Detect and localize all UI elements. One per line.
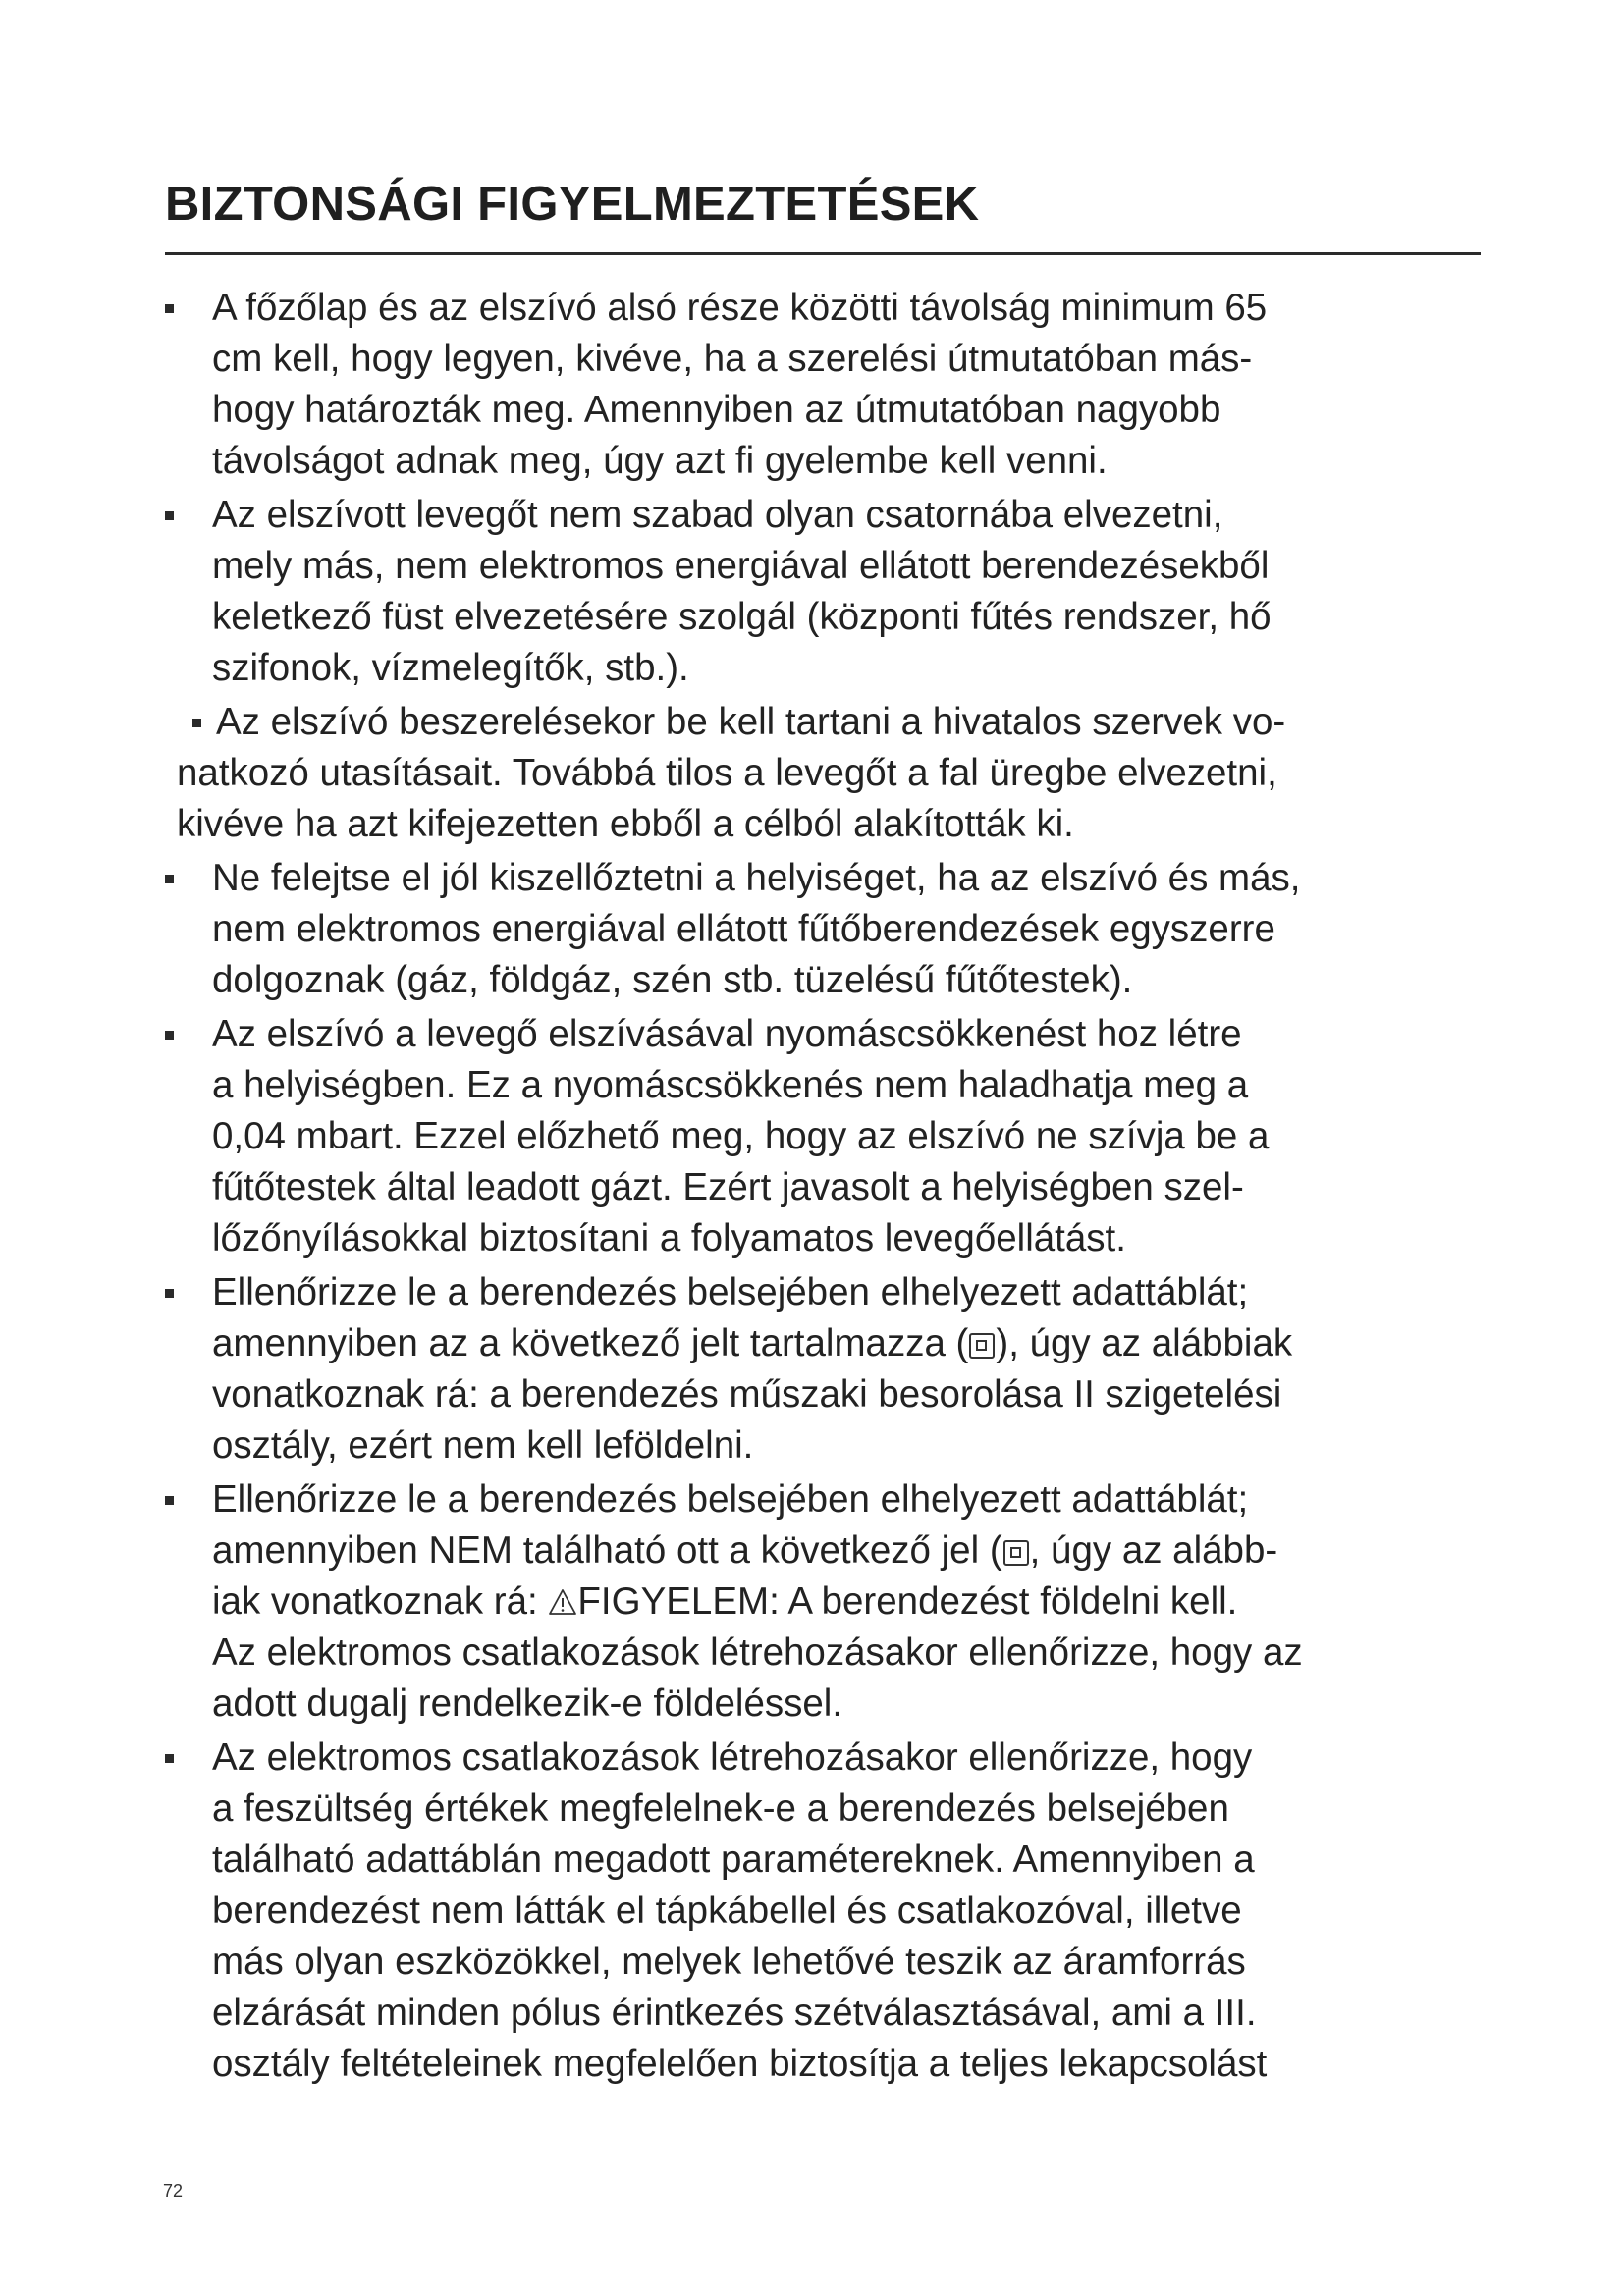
text-line: Az elszívott levegőt nem szabad olyan csatornába elvezetni, [212, 494, 1223, 536]
text-line: vonatkoznak rá: a berendezés műszaki besorolása II szigetelési [212, 1373, 1282, 1415]
page-number: 72 [163, 2181, 184, 2201]
text-line: keletkező füst elvezetésére szolgál (központi fűtés rendszer, hő [212, 596, 1272, 638]
bullet-icon [165, 1031, 174, 1040]
text-segment: , úgy az alább- [1029, 1529, 1278, 1572]
text-line: Az elektromos csatlakozások létrehozásakor ellenőrizze, hogy [212, 1736, 1253, 1779]
bullet-icon [165, 304, 174, 313]
text-line: Ne felejtse el jól kiszellőztetni a helyiséget, ha az elszívó és más, [212, 857, 1301, 899]
safety-warnings-list [165, 283, 1486, 2093]
text-segment: amennyiben NEM található ott a következő jel ( [212, 1529, 1002, 1572]
warning-triangle-icon [548, 1587, 577, 1617]
double-square-icon [1003, 1540, 1029, 1566]
text-line: a feszültség értékek megfelelnek-e a berendezés belsejében [212, 1788, 1229, 1830]
text-line: távolságot adnak meg, úgy azt fi gyelembe kell venni. [212, 440, 1108, 482]
text-line: a helyiségben. Ez a nyomáscsökkenés nem haladhatja meg a [212, 1064, 1249, 1106]
bullet-icon [165, 511, 174, 520]
text-line: A főzőlap és az elszívó alsó része közötti távolság minimum 65 [212, 287, 1268, 329]
warning-item-grounding [165, 1474, 1486, 1730]
text-line: elzárását minden pólus érintkezés szétválasztásával, ami a III. [212, 1992, 1257, 2034]
warning-item-pressure [165, 1009, 1486, 1264]
text-line: berendezést nem látták el tápkábellel és csatlakozóval, illetve [212, 1890, 1242, 1932]
text-line: osztály feltételeinek megfelelően biztosítja a teljes lekapcsolást [212, 2043, 1268, 2085]
bullet-icon [165, 1754, 174, 1763]
bullet-icon [165, 1496, 174, 1505]
bullet-icon [192, 719, 201, 727]
text-line: Az elszívó a levegő elszívásával nyomáscsökkenést hoz létre [212, 1013, 1242, 1055]
text-line: lőzőnyílásokkal biztosítani a folyamatos levegőellátást. [212, 1217, 1126, 1259]
text-line: 0,04 mbart. Ezzel előzhető meg, hogy az elszívó ne szívja be a [212, 1115, 1270, 1157]
double-square-icon [969, 1333, 995, 1359]
text-line: más olyan eszközökkel, melyek lehetővé teszik az áramforrás [212, 1941, 1246, 1983]
text-line: Ellenőrizze le a berendezés belsejében elhelyezett adattáblát; [212, 1271, 1249, 1313]
text-line: Ellenőrizze le a berendezés belsejében elhelyezett adattáblát; [212, 1478, 1249, 1521]
text-line: mely más, nem elektromos energiával ellátott berendezésekből [212, 545, 1270, 587]
warning-item-installation-rules [165, 697, 1486, 850]
text-line: Az elektromos csatlakozások létrehozásakor ellenőrizze, hogy az [212, 1631, 1303, 1674]
text-line: cm kell, hogy legyen, kivéve, ha a szerelési útmutatóban más- [212, 338, 1253, 380]
text-segment: FIGYELEM: A berendezést földelni kell. [577, 1580, 1238, 1623]
text-line: natkozó utasításait. Továbbá tilos a levegőt a fal üregbe elvezetni, [177, 752, 1277, 794]
text-line: nem elektromos energiával ellátott fűtőberendezések egyszerre [212, 908, 1275, 950]
text-line: adott dugalj rendelkezik-e földeléssel. [212, 1682, 843, 1725]
title-divider [165, 252, 1481, 255]
text-segment: amennyiben az a következő jelt tartalmazza ( [212, 1322, 969, 1364]
text-line: osztály, ezért nem kell leföldelni. [212, 1424, 754, 1467]
bullet-icon [165, 1289, 174, 1298]
text-segment: iak vonatkoznak rá: [212, 1580, 549, 1623]
warning-item-exhaust-duct [165, 490, 1486, 694]
text-line: dolgoznak (gáz, földgáz, szén stb. tüzelésű fűtőtestek). [212, 959, 1133, 1001]
text-segment: ), úgy az alábbiak [996, 1322, 1293, 1364]
text-line [212, 1576, 1486, 1628]
text-line: fűtőtestek által leadott gázt. Ezért javasolt a helyiségben szel- [212, 1166, 1244, 1208]
text-line: szifonok, vízmelegítők, stb.). [212, 647, 689, 689]
page-title: BIZTONSÁGI FIGYELMEZTETÉSEK [165, 178, 980, 231]
text-line [212, 1525, 1486, 1576]
warning-item-ventilation [165, 853, 1486, 1006]
text-line: található adattáblán megadott paramétereknek. Amennyiben a [212, 1839, 1255, 1881]
warning-item-voltage [165, 1733, 1486, 2090]
text-line: hogy határozták meg. Amennyiben az útmutatóban nagyobb [212, 389, 1221, 431]
text-line [212, 1318, 1486, 1369]
warning-item-class-ii [165, 1267, 1486, 1471]
text-line: kivéve ha azt kifejezetten ebből a célból alakították ki. [177, 803, 1074, 845]
text-line: Az elszívó beszerelésekor be kell tartani a hivatalos szervek vo- [216, 701, 1286, 743]
warning-item-distance [165, 283, 1486, 487]
bullet-icon [165, 875, 174, 883]
